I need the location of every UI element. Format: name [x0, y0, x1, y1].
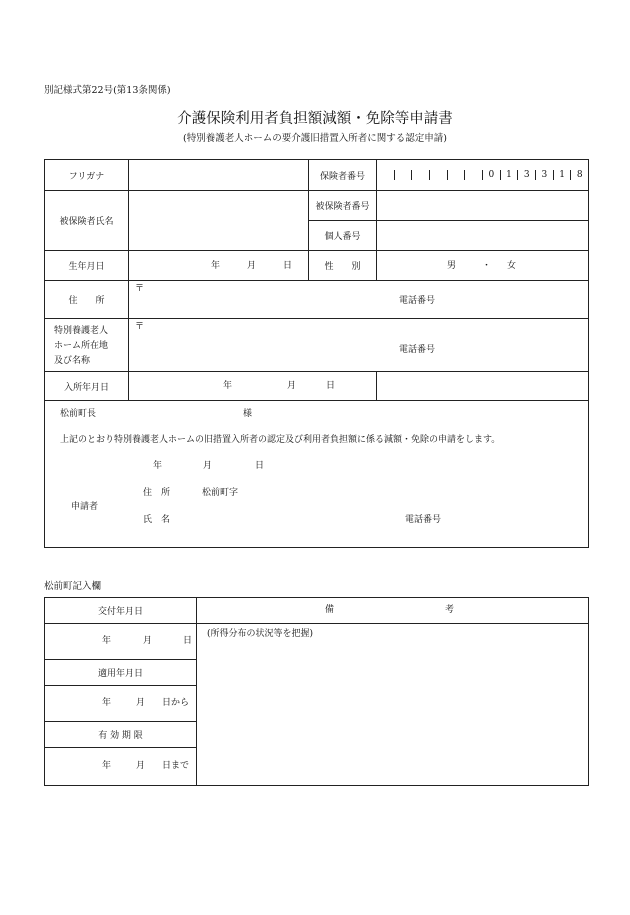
validity-label: 有 効 期 限: [45, 722, 197, 748]
apply-suffix-from: 日から: [162, 698, 190, 708]
apply-date-field[interactable]: [45, 686, 197, 722]
facility-postal-mark: 〒: [135, 322, 145, 332]
insurer-digit: [394, 170, 412, 180]
admission-date-label: 入所年月日: [45, 372, 129, 401]
admission-extra-field[interactable]: [377, 372, 589, 401]
application-month-unit[interactable]: 月: [203, 461, 213, 471]
address-phone-label: 電話番号: [399, 296, 436, 306]
remarks-label-2: 考: [445, 605, 455, 615]
personal-number-field[interactable]: [377, 221, 589, 251]
gender-field[interactable]: [377, 251, 589, 281]
insurer-digit: 0: [482, 170, 500, 180]
facility-label: [45, 319, 129, 372]
remarks-field[interactable]: [197, 624, 589, 786]
admission-month-unit: 月: [287, 381, 297, 391]
form-number: 別記様式第22号(第13条関係): [44, 85, 171, 96]
applicant-name-label: 氏 名: [143, 515, 171, 525]
insured-name-label: 被保険者氏名: [45, 191, 129, 251]
issue-date-field[interactable]: [45, 624, 197, 660]
address-label: 住 所: [45, 281, 129, 319]
validity-suffix-until: 日まで: [162, 761, 190, 771]
issue-day-unit: 日: [183, 636, 193, 646]
postal-mark: 〒: [135, 284, 145, 294]
remarks-label-1: 備: [325, 605, 335, 615]
furigana-label: フリガナ: [45, 160, 129, 191]
insurer-digit: [377, 170, 394, 180]
office-section-label: 松前町記入欄: [44, 581, 102, 592]
insured-name-field[interactable]: [129, 191, 309, 251]
office-use-table: [44, 597, 589, 786]
gender-label: 性 別: [309, 251, 377, 281]
form-title: 介護保険利用者負担額減額・免除等申請書: [177, 111, 453, 127]
application-statement-area: [45, 401, 589, 548]
birthdate-field[interactable]: [129, 251, 309, 281]
issue-month-unit: 月: [143, 636, 153, 646]
insurer-number-label: 保険者番号: [309, 160, 377, 191]
apply-year-unit: 年: [102, 698, 112, 708]
remarks-note: (所得分布の状況等を把握): [207, 629, 314, 639]
validity-date-field[interactable]: [45, 748, 197, 786]
apply-date-label: 適用年月日: [45, 660, 197, 686]
insurer-digit: 1: [553, 170, 571, 180]
facility-label-line2: ホーム所在地: [54, 341, 109, 351]
insurer-digit: [464, 170, 482, 180]
insurer-digit: 3: [517, 170, 535, 180]
personal-number-label: 個人番号: [309, 221, 377, 251]
insured-number-field[interactable]: [377, 191, 589, 221]
birth-day-unit: 日: [283, 261, 293, 271]
birth-year-unit: 年: [211, 261, 221, 271]
gender-female[interactable]: 女: [507, 261, 517, 271]
insurer-number-field[interactable]: [377, 160, 589, 191]
facility-label-line1: 特別養護老人: [54, 326, 109, 336]
application-year-unit[interactable]: 年: [153, 461, 163, 471]
validity-year-unit: 年: [102, 761, 112, 771]
gender-male[interactable]: 男: [447, 261, 457, 271]
remarks-header: [197, 598, 589, 624]
issue-year-unit: 年: [102, 636, 112, 646]
applicant-label: 申請者: [71, 502, 99, 512]
gender-separator: ・: [482, 261, 492, 271]
application-statement: 上記のとおり特別養護老人ホームの旧措置入所者の認定及び利用者負担額に係る減額・免除の申請をします。: [60, 435, 501, 445]
addressee: 松前町長: [60, 409, 97, 419]
insurer-digit: 1: [500, 170, 518, 180]
birth-month-unit: 月: [247, 261, 257, 271]
validity-month-unit: 月: [136, 761, 146, 771]
insurer-digit: [429, 170, 447, 180]
birthdate-label: 生年月日: [45, 251, 129, 281]
application-day-unit[interactable]: 日: [255, 461, 265, 471]
facility-field[interactable]: [129, 319, 589, 372]
admission-year-unit: 年: [223, 381, 233, 391]
admission-date-field[interactable]: [129, 372, 377, 401]
furigana-field[interactable]: [129, 160, 309, 191]
applicant-phone-label: 電話番号: [405, 515, 442, 525]
applicant-address-label: 住 所: [143, 488, 171, 498]
applicant-address-value[interactable]: 松前町字: [202, 488, 239, 498]
facility-phone-label: 電話番号: [399, 345, 436, 355]
address-field[interactable]: [129, 281, 589, 319]
insurer-digit: [411, 170, 429, 180]
insured-number-label: 被保険者番号: [309, 191, 377, 221]
insurer-digit: [447, 170, 465, 180]
insurer-digit: 8: [570, 170, 588, 180]
apply-month-unit: 月: [136, 698, 146, 708]
issue-date-label: 交付年月日: [45, 598, 197, 624]
facility-label-line3: 及び名称: [54, 356, 91, 366]
admission-day-unit: 日: [326, 381, 336, 391]
honorific: 様: [243, 409, 253, 419]
application-form-table: [44, 159, 589, 548]
form-subtitle: (特別養護老人ホームの要介護旧措置入所者に関する認定申請): [183, 133, 447, 144]
insurer-digit: 3: [535, 170, 553, 180]
